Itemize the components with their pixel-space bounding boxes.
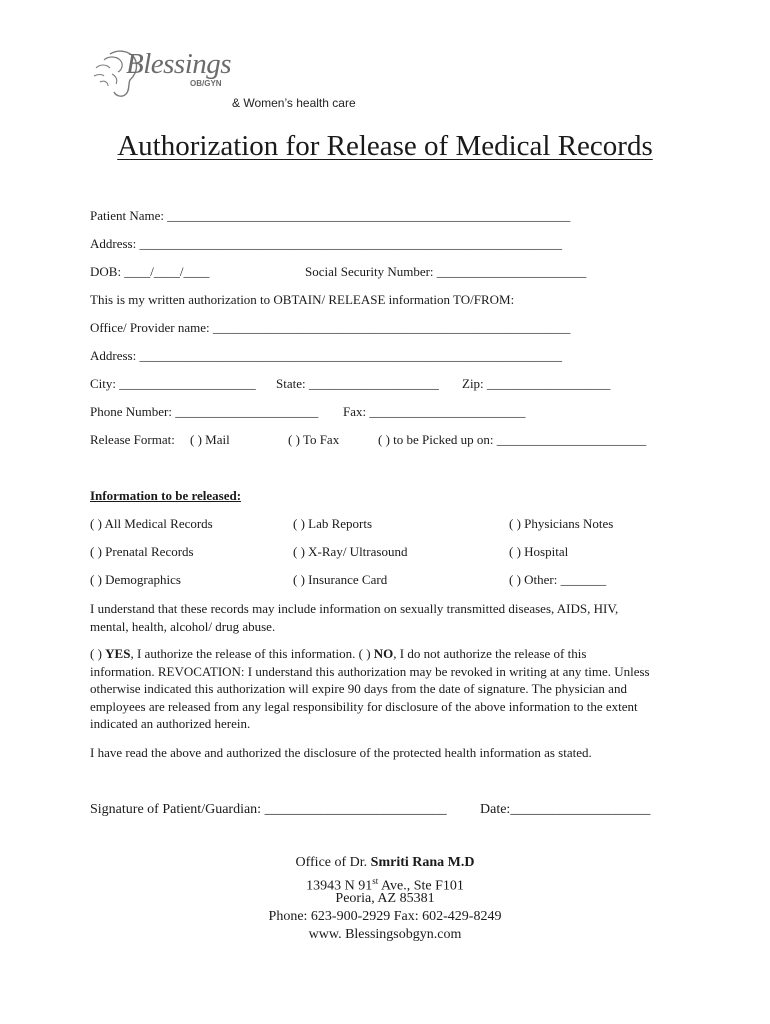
- tagline: & Women’s health care: [232, 96, 356, 110]
- doctor-name: Smriti Rana M.D: [370, 855, 475, 870]
- option-physicians-notes[interactable]: ( ) Physicians Notes: [509, 516, 614, 531]
- patient-address-field[interactable]: Address: _________________________________________________________________: [90, 236, 562, 251]
- zip-field[interactable]: Zip: ___________________: [462, 376, 611, 391]
- info-heading: Information to be released:: [90, 488, 242, 503]
- option-lab-reports[interactable]: ( ) Lab Reports: [293, 516, 373, 531]
- no-text: , I do not authorize the release of this information. REVOCATION: I understand this authorization may be revoked in writing at any time. Unless otherwise indicated this authorization will expire 90 days from the date of signature. The physician and employees are released from any legal responsibility for disclosure of the above information to the extent indicated an authorized herein.: [90, 646, 650, 731]
- page-title: Authorization for Release of Medical Records: [117, 130, 653, 162]
- read-statement: I have read the above and authorized the disclosure of the protected health information as stated.: [90, 745, 592, 760]
- no-word: NO: [373, 646, 394, 661]
- option-other[interactable]: ( ) Other: _______: [509, 572, 607, 587]
- office-phone-fax: Phone: 623-900-2929 Fax: 602-429-8249: [268, 909, 502, 924]
- understand-paragraph: I understand that these records may include information on sexually transmitted diseases, AIDS, HIV, mental, health, alcohol/ drug abuse.: [90, 601, 619, 634]
- office-line: [0, 854, 770, 872]
- yes-checkbox-prefix[interactable]: ( ): [90, 646, 106, 661]
- address-sup: st: [372, 876, 379, 886]
- address-rest: Ave., Ste F101: [378, 878, 464, 894]
- authorization-paragraph: [90, 645, 650, 733]
- release-pickup-option[interactable]: ( ) to be Picked up on: _______________________: [378, 432, 647, 447]
- option-insurance-card[interactable]: ( ) Insurance Card: [293, 572, 388, 587]
- fax-field[interactable]: Fax: ________________________: [343, 404, 526, 419]
- state-field[interactable]: State: ____________________: [276, 376, 439, 391]
- logo-text: Blessings: [126, 48, 232, 80]
- option-all-medical-records[interactable]: ( ) All Medical Records: [90, 516, 213, 531]
- office-website[interactable]: www. Blessingsobgyn.com: [308, 927, 462, 942]
- release-fax-option[interactable]: ( ) To Fax: [288, 432, 340, 447]
- office-city: Peoria, AZ 85381: [335, 891, 435, 906]
- office-provider-field[interactable]: Office/ Provider name: _______________________________________________________: [90, 320, 571, 335]
- authorization-statement: This is my written authorization to OBTAIN/ RELEASE information TO/FROM:: [90, 292, 515, 307]
- ssn-field[interactable]: Social Security Number: _______________________: [305, 264, 587, 279]
- provider-address-field[interactable]: Address: _________________________________________________________________: [90, 348, 562, 363]
- release-mail-option[interactable]: ( ) Mail: [190, 432, 230, 447]
- option-xray-ultrasound[interactable]: ( ) X-Ray/ Ultrasound: [293, 544, 408, 559]
- release-format-label: Release Format:: [90, 432, 175, 447]
- option-demographics[interactable]: ( ) Demographics: [90, 572, 181, 587]
- date-field[interactable]: Date:____________________: [480, 802, 651, 817]
- dob-field[interactable]: DOB: ____/____/____: [90, 264, 210, 279]
- yes-text: , I authorize the release of this information. ( ): [130, 646, 374, 661]
- signature-field[interactable]: Signature of Patient/Guardian: __________________________: [90, 802, 447, 817]
- option-prenatal-records[interactable]: ( ) Prenatal Records: [90, 544, 194, 559]
- logo-subtext: OB/GYN: [190, 79, 222, 88]
- option-hospital[interactable]: ( ) Hospital: [509, 544, 569, 559]
- phone-field[interactable]: Phone Number: ______________________: [90, 404, 319, 419]
- yes-word: YES: [105, 646, 131, 661]
- patient-name-field[interactable]: Patient Name: ______________________________________________________________: [90, 208, 571, 223]
- office-prefix: Office of Dr.: [295, 855, 371, 870]
- address-number: 13943 N 91: [306, 878, 373, 894]
- city-field[interactable]: City: _____________________: [90, 376, 256, 391]
